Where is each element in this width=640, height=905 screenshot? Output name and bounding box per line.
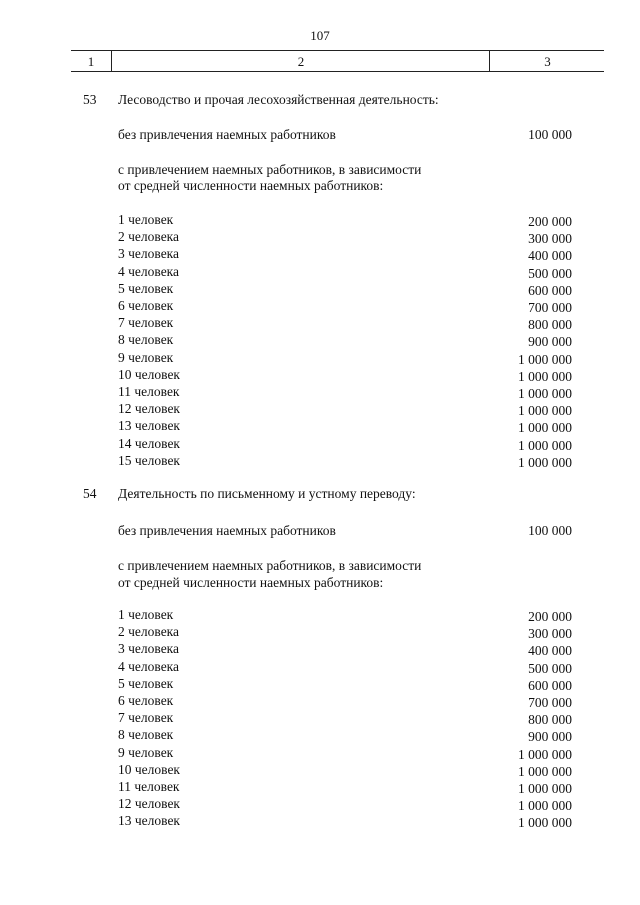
employee-count-label: 7 человек (118, 315, 174, 331)
employee-count-value: 400 000 (528, 248, 572, 264)
employee-count-value: 400 000 (528, 643, 572, 659)
without-employees-value: 100 000 (528, 523, 572, 538)
employee-count-row (0, 401, 640, 418)
employee-count-row (0, 298, 640, 315)
employee-count-row (0, 367, 640, 384)
employee-count-label: 2 человека (118, 624, 180, 640)
employee-count-label: 4 человека (118, 658, 180, 674)
with-employees-label-line-2: от средней численности наемных работников: (118, 178, 384, 193)
employee-count-row (0, 693, 640, 710)
employee-count-value: 1 000 000 (518, 781, 572, 796)
column-header-3: 3 (489, 51, 605, 71)
employee-count-value: 800 000 (528, 712, 572, 728)
employee-count-row (0, 212, 640, 229)
employee-count-row (0, 384, 640, 401)
employee-count-value: 1 000 000 (518, 437, 572, 453)
employee-count-row (0, 607, 640, 624)
section-title: Деятельность по письменному и устному переводу: (118, 486, 416, 501)
employee-count-value: 1 000 000 (518, 815, 572, 831)
employee-count-value: 1 000 000 (518, 763, 572, 779)
employee-count-value: 1 000 000 (518, 746, 572, 762)
employee-count-label: 1 человек (118, 212, 174, 227)
employee-count-label: 13 человек (118, 813, 180, 829)
employee-count-label: 6 человек (118, 298, 174, 313)
employee-count-label: 7 человек (118, 710, 174, 726)
employee-count-value: 700 000 (528, 695, 572, 710)
employee-count-label: 14 человек (118, 435, 180, 451)
employee-count-label: 15 человек (118, 452, 180, 468)
employee-count-row (0, 659, 640, 676)
employee-count-value: 600 000 (528, 677, 572, 693)
employee-count-label: 8 человек (118, 727, 174, 743)
employee-count-value: 1 000 000 (518, 798, 572, 814)
employee-count-value: 200 000 (528, 214, 572, 229)
employee-count-label: 13 человек (118, 418, 180, 434)
employee-count-label: 11 человек (118, 384, 180, 399)
employee-count-label: 4 человека (118, 263, 180, 279)
employee-count-value: 300 000 (528, 626, 572, 642)
employee-count-label: 5 человек (118, 675, 174, 691)
employee-count-label: 10 человек (118, 761, 180, 777)
employee-count-row (0, 332, 640, 349)
employee-count-row (0, 315, 640, 332)
section-title: Лесоводство и прочая лесохозяйственная деятельность: (118, 92, 439, 107)
employee-count-row (0, 796, 640, 813)
employee-count-value: 700 000 (528, 300, 572, 315)
employee-count-label: 6 человек (118, 693, 174, 708)
employee-count-value: 500 000 (528, 265, 572, 281)
employee-count-row (0, 710, 640, 727)
employee-count-label: 2 человека (118, 229, 180, 245)
employee-count-value: 1 000 000 (518, 420, 572, 436)
column-header-table (71, 50, 604, 72)
employee-count-row (0, 436, 640, 453)
employee-count-value: 300 000 (528, 231, 572, 247)
employee-count-row (0, 779, 640, 796)
without-employees-label: без привлечения наемных работников (118, 523, 336, 538)
employee-count-row (0, 676, 640, 693)
employee-count-value: 1 000 000 (518, 454, 572, 470)
employee-count-label: 9 человек (118, 744, 174, 760)
section-number: 53 (83, 92, 97, 107)
without-employees-label: без привлечения наемных работников (118, 127, 336, 142)
employee-count-row (0, 813, 640, 830)
employee-count-value: 1 000 000 (518, 351, 572, 367)
without-employees-value: 100 000 (528, 127, 572, 142)
employee-count-row (0, 350, 640, 367)
employee-count-label: 3 человека (118, 641, 180, 657)
with-employees-label-line-2: от средней численности наемных работников: (118, 575, 384, 590)
page-number: 107 (310, 28, 330, 43)
employee-count-label: 12 человек (118, 796, 180, 812)
column-header-1: 1 (87, 54, 95, 69)
employee-count-label: 3 человека (118, 246, 180, 262)
employee-count-value: 1 000 000 (518, 368, 572, 384)
employee-count-row (0, 641, 640, 658)
employee-count-label: 5 человек (118, 280, 174, 296)
employee-count-label: 10 человек (118, 366, 180, 382)
with-employees-label-line-1: с привлечением наемных работников, в зависимости (118, 558, 422, 573)
employee-count-value: 1 000 000 (518, 386, 572, 401)
employee-count-value: 600 000 (528, 282, 572, 298)
employee-count-label: 1 человек (118, 607, 174, 622)
employee-count-row (0, 453, 640, 470)
employee-count-row (0, 246, 640, 263)
column-header-2: 2 (111, 51, 490, 71)
employee-count-row (0, 281, 640, 298)
employee-count-value: 900 000 (528, 729, 572, 745)
employee-count-row (0, 624, 640, 641)
employee-count-value: 900 000 (528, 334, 572, 350)
employee-count-row (0, 229, 640, 246)
employee-count-value: 1 000 000 (518, 403, 572, 419)
employee-count-label: 9 человек (118, 349, 174, 365)
employee-count-value: 800 000 (528, 317, 572, 333)
with-employees-label-line-1: с привлечением наемных работников, в зависимости (118, 162, 422, 177)
employee-count-row (0, 264, 640, 281)
employee-count-value: 500 000 (528, 660, 572, 676)
employee-count-row (0, 762, 640, 779)
employee-count-label: 8 человек (118, 332, 174, 348)
employee-count-row (0, 745, 640, 762)
employee-count-label: 12 человек (118, 401, 180, 417)
section-number: 54 (83, 486, 97, 501)
employee-count-label: 11 человек (118, 779, 180, 794)
employee-count-row (0, 727, 640, 744)
employee-count-row (0, 418, 640, 435)
employee-count-value: 200 000 (528, 609, 572, 624)
